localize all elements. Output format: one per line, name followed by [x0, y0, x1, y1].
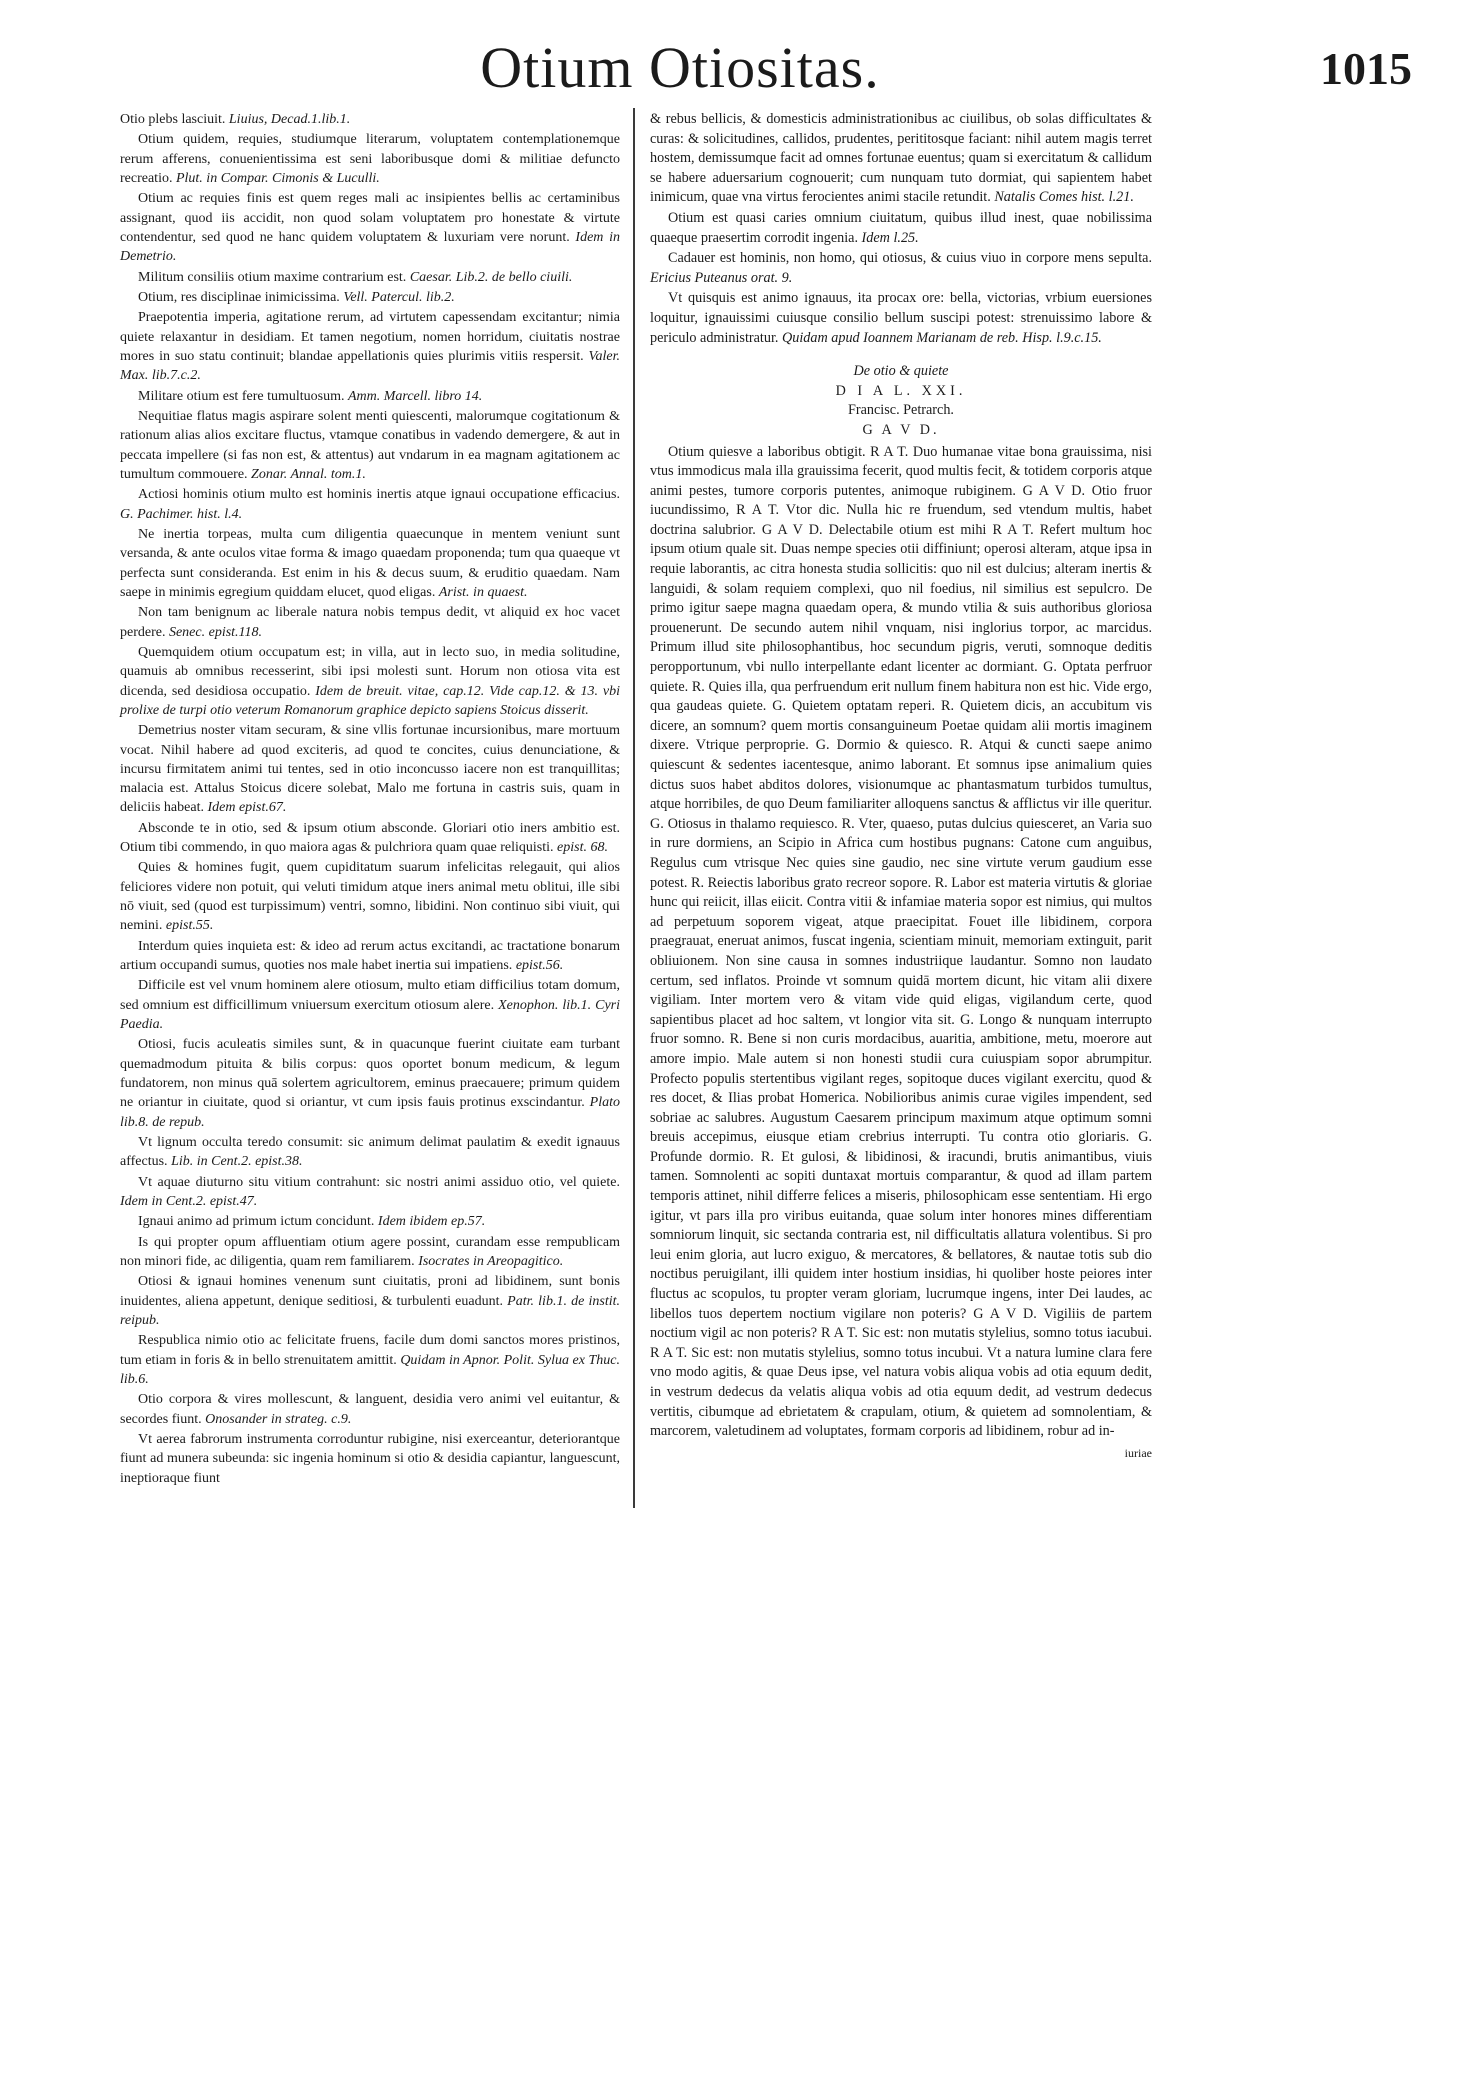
quotation-citation: Arist. in quaest.	[438, 584, 528, 600]
quotation-entry	[120, 1272, 620, 1330]
right-column-quotations	[650, 110, 1152, 348]
quotation-citation: Idem epist.67.	[207, 800, 287, 816]
quotation-citation: Patr. lib.1. de instit. reipub.	[120, 1293, 620, 1329]
dialogue-title: De otio & quiete	[853, 363, 949, 380]
quotation-entry	[120, 1430, 620, 1488]
dialogue-number: D I A L. XXI.	[835, 382, 967, 399]
quotation-text: Absconde te in otio, sed & ipsum otium absconde. Gloriari otio iners ambitio est. Otium tibi commendo, in quo maiora agas & pulchriora quam quae reliquisti.	[120, 820, 620, 856]
quotation-text: Otiosi, fucis aculeatis similes sunt, & in quacunque fuerint ciuitate eam turbant quemadmodum pituita & bilis corpus: quos oportet bonum medicum, & legum fundatorem, non minus quā solertem agricultorem, eminus praecauere; primum quidem ne oriantur in ciuitate, quod si oriantur, vt cum ipsis fauis protinus exscindantur.	[120, 1037, 620, 1111]
quotation-citation: epist. 68.	[557, 840, 608, 856]
quotation-entry	[120, 485, 620, 524]
quotation-text: Respublica nimio otio ac felicitate fruens, facile dum domi sanctos mores pristinos, tum etiam in foris & in bello strenuitatem amittit.	[120, 1333, 620, 1368]
quotation-entry	[120, 976, 620, 1034]
dialogue-text	[650, 443, 1152, 1442]
quotation-text: Non tam benignum ac liberale natura nobis tempus dedit, vt aliquid ex hoc vacet perdere.	[120, 605, 620, 640]
quotation-entry	[120, 937, 620, 976]
catchword: iuriae	[1124, 1445, 1152, 1460]
quotation-entry	[120, 643, 620, 720]
quotation-text: Vt quisquis est animo ignauus, ita procax ore: bella, victorias, vrbium euersiones loquitur, ignauissimi cuiusque consilio bellum suscipi potest: strenuissimo labore & periculo administratur.	[650, 290, 1152, 346]
quotation-text: Is qui propter opum affluentiam otium agere possint, curandam esse rempublicam non minori fide, ac diligentia, quam rem familiarem.	[120, 1234, 620, 1270]
running-head-title: Otium Otiositas.	[480, 35, 880, 100]
quotation-citation: Ericius Puteanus orat. 9.	[650, 269, 793, 286]
quotation-text: Otium ac requies finis est quem reges mali ac insipientes bellis ac certaminibus assignant, quod iis accidit, non quod solam voluptatem pro honestate & virtute contendentur, sed quod ne hanc quidem voluptatem & luxuriam vere norunt.	[120, 191, 620, 245]
quotation-text: Vt lignum occulta teredo consumit: sic animum delimat paulatim & exedit ignauus affectus.	[120, 1135, 620, 1170]
quotation-citation: Idem in Cent.2. epist.47.	[120, 1194, 258, 1210]
quotation-entry	[120, 407, 620, 484]
quotation-entry	[120, 721, 620, 818]
quotation-text: Interdum quies inquieta est: & ideo ad rerum actus excitandi, ac tractatione bonarum artium occupandi sumus, quoties nos male habet inertia sui impatiens.	[120, 938, 620, 974]
quotation-text: Otiosi & ignaui homines venenum sunt ciuitatis, proni ad libidinem, sunt bonis inuidentes, aliena appetunt, denique seditiosi, & turbulenti euadunt.	[120, 1274, 620, 1309]
quotation-text: Otium est quasi caries omnium ciuitatum, quibus illud inest, quae nobilissima quaeque praesertim corrodit ingenia.	[650, 209, 1152, 246]
quotation-entry	[120, 525, 620, 602]
column-divider	[633, 108, 635, 1508]
quotation-text: Quies & homines fugit, quem cupiditatum suarum infelicitas relegauit, qui alios feliciores videre non potuit, qui veluti timidum atque iners animal metu oblitui, ille sibi nō viuit, sed (quod est turpissimum) ventri, somno, libidini. Non continuo sibi viuit, qui nemini.	[120, 860, 620, 934]
quotation-entry	[120, 1035, 620, 1132]
quotation-citation: Quidam in Apnor. Polit. Sylua ex Thuc. lib.6.	[120, 1352, 620, 1387]
quotation-text: Militum consiliis otium maxime contrarium est.	[138, 269, 410, 285]
quotation-citation: Amm. Marcell. libro 14.	[347, 388, 483, 404]
quotation-entry	[120, 308, 620, 385]
quotation-entry	[120, 110, 620, 129]
quotation-entry	[120, 1331, 620, 1389]
quotation-entry	[120, 1233, 620, 1272]
quotation-citation: Senec. epist.118.	[168, 624, 263, 640]
quotation-entry	[120, 858, 620, 935]
quotation-text: Ignaui animo ad primum ictum concidunt.	[138, 1214, 378, 1230]
quotation-citation: Plut. in Compar. Cimonis & Luculli.	[175, 170, 380, 186]
quotation-text: Praepotentia imperia, agitatione rerum, ad virtutem capessendam excitantur; nimia quiete relaxantur in desidiam. Et tamen negotium, nomen horridum, ciuitatis nostrae mores in suo statu continuit; blandae appellationis quies plurimis vitiis respersit.	[120, 310, 620, 364]
quotation-entry	[120, 288, 620, 307]
quotation-citation: Idem ibidem ep.57.	[377, 1214, 486, 1230]
quotation-entry	[120, 819, 620, 858]
quotation-citation: Idem de breuit. vitae, cap.12. Vide cap.12. & 13. vbi prolixe de turpi otio veterum Romanorum graphice depicto sapiens Stoicus disserit.	[120, 683, 620, 718]
quotation-text: Otium quidem, requies, studiumque literarum, voluptatem contemplationemque rerum afferens, conuenientissima est seni laboribusque domi & militiae defuncto recreatio.	[120, 132, 620, 186]
dialogue-speaker: G A V D.	[862, 421, 940, 438]
quotation-text: Difficile est vel vnum hominem alere otiosum, multo etiam difficilius totam domum, sed omnium est difficillimum vniuersum exercitum otiosum alere.	[120, 978, 620, 1013]
quotation-citation: epist.56.	[515, 958, 564, 974]
quotation-text: Actiosi hominis otium multo est hominis inertis atque ignaui occupatione efficacius.	[138, 487, 620, 503]
dialogue-author: Francisc. Petrarch.	[848, 402, 954, 419]
quotation-entry	[120, 387, 620, 406]
quotation-entry	[120, 603, 620, 642]
quotation-entry	[120, 130, 620, 188]
quotation-citation: Onosander in strateg. c.9.	[205, 1411, 352, 1427]
quotation-text: Vt aerea fabrorum instrumenta corroduntur rubigine, nisi exerceantur, deteriorantque fiunt ad munera subeunda: sic ingenia hominum si otio & desidia capiantur, languescunt, ineptioraque fiunt	[120, 1431, 620, 1486]
quotation-entry	[650, 249, 1152, 288]
quotation-citation: Xenophon. lib.1. Cyri Paedia.	[120, 997, 621, 1033]
dialogue-paragraph: Otium quiesve a laboribus obtigit. R A T. Duo humanae vitae bona grauissima, nisi vtus immodicus mala illa grauissima fecerit, quod multis fecit, & totidem corporis atque animi pestes, tumore corporis putentes, animoque rubiginem. G A V D. Otio fruor iucundissimo, R A T. Vtor dic. Nulla hic re fruendum, sed vtendum multis, habet doctrina salubrior. G A V D. Delectabile otium est mihi R A T. Refert multum hoc ipsum otium quale sit. Duas nempe species otii diffiniunt; operosi alteram, atque ipsa in requie laborantis, ac citra honesta studia sollicitis: quo nil est dulcius; alteram inertis & languidi, & solam requiem complexi, quo nil foedius, nil similius est sepulcro. De primo igitur saepe magna quaedam opera, & mundo vtilia & suis authoribus gloriosa prouenerunt. De secundo autem nihil vnquam, nisi inglorius torpor, ac marcidus. Primum illud site philosophantibus, hoc secundum pigris, veruti, somnoque deditis peropportunum, vbi nullo interpellante edant licenter ac dormiant. G. Optata perfruor quiete. R. Quies illa, qua perfruendum erit nullum finem habitura non est hic. Vide ergo, qua gaudeas quiete. G. Quietem optatam reperi. R. Quietem dicis, an accubitum vis dicere, an somnum? quem mortis consanguineum Poetae quidam alii mortis imaginem dixere. Vtrique perproprie. G. Dormio & quiesco. R. Atqui & cuncti saepe animo quiescunt & sedentes iacentesque, animo laborant. Et somnus ipse animalium quies dictus suos habet abditos dolores, visionumque ac phantasmatum turbidos tumultus, atque horribiles, de quo Deum familiariter alloquens sanctus & afflictus vir ille queritur. G. Otiosus in thalamo requiesco. R. Vter, quaeso, putas dulcius quiesceret, an Varia suo in rure dormiens, an Scipio in Africa cum hostibus pugnans: Catone cum anguibus, Regulus cum vtrisque Nec quies sine gaudio, nec sine virtute verum gaudium esse potest. R. Reiectis laboribus grato recreor sopore. R. Labor est materia virtutis & gloriae hunc qui reiicit, illas eiicit. Contra vitii & infamiae materia sopor est nimius, qui multos ad perpetuum soporem vigeat, atque praecipitat. Fouet ille libidinem, corpora praegrauat, eneruat animos, fuscat ingenia, scientiam minuit, memoriam extinguit, parit obliuionem. Non sine causa in somnes industriique laudantur. Somno non laudato certum, sed inflatos. Proinde vt somnum quidā mortem dicunt, hic vitam alii dixere vigiliam. Inter mortem vero & vitam vide quid eligas, vigilandum certe, quod sapientibus placet ad hoc saltem, vt longior vita sit. G. Longo & nunquam interrupto fruor somno. R. Bene si non curis mordacibus, auaritia, ambitione, metu, moerore aut amore impio. Male autem si non honesti studii cura cuiuspiam sopor abrumpitur. Profecto populis stertentibus vigilant reges, sopitoque duces vigilant exercitu, quod & res docet, & Ilias probat Homerica. Nobilioribus animis curae vigiles impendent, sed sobriae ac salubres. Augustum Caesarem principum maximum atque optimum somni breuis accepimus, eiusque etiam crebrius interrupti. Tu contra otio gloriaris. G. Profunde dormio. R. Et gulosi, & libidinosi, & iracundi, brutis animantibus, viuis tamen. Somnolenti ac sopiti duntaxat mortuis comparantur, & quod ad illam partem temporis attinet, nihil differre felices a miseris, philosophicam esse sententiam. Hi ergo igitur, vt pars illa pro viribus euitanda, quae solum inter honores mines differentiam somniorum linquit, sic sectanda contraria est, nil difficultatis allatura volentibus. Si pro leui enim gloria, aut lucro exiguo, & mercatores, & bellatores, & nautae totis sub dio noctibus peruigilant, illi quidem inter hostium insidias, hi quoliber hoste peiores inter fluctus ac scopulos, tu propter veram gloriam, lucrumque ingens, inter Dei laudes, ac libellos tuos depertem noctium vigilare non poteris? G A V D. Vigiliis de partem noctium vigil ac non poteris? R A T. Sic est: non mutatis stylelius, somno totus iacubui. R A T. Sic est: non mutatis stylelius, somno totus incubui. Vt a natura lumine clara fere vno modo agitis, & quae Deus ipse, vel natura vobis aliqua vobis ad otia equum dedit, in vestrum dedecus da velatis aliqua vobis ad otia equum dedit, ad vestrum dedecus vertitis, cibumque ad ebrietatem & crapulam, otium, & quietem ad somnolentiam, & marcorem, valetudinem ad voluptates, formam corporis ad libidinem, robur ad in-	[650, 443, 1152, 1440]
quotation-citation: Quidam apud Ioannem Marianam de reb. Hisp. l.9.c.15.	[782, 329, 1102, 346]
quotation-citation: Lib. in Cent.2. epist.38.	[171, 1154, 303, 1170]
quotation-entry	[120, 1390, 620, 1429]
quotation-text: Ne inertia torpeas, multa cum diligentia quaecunque in mentem veniunt sunt versanda, & ante oculos vitae forma & imago quaedam proponenda; tum qua quaeque vt perfecta sunt consideranda. Est enim in his & decus suum, & eruditio quaedam. Nam saepe in minimis egregium quiddam elucet, quod eligas.	[120, 526, 620, 600]
quotation-citation: Idem in Demetrio.	[120, 229, 620, 265]
quotation-citation: Isocrates in Areopagitico.	[418, 1254, 564, 1270]
quotation-citation: Valer. Max. lib.7.c.2.	[120, 348, 620, 384]
quotation-entry	[120, 1173, 620, 1212]
quotation-citation: Natalis Comes hist. l.21.	[994, 189, 1134, 206]
quotation-citation: Vell. Patercul. lib.2.	[343, 289, 455, 305]
left-column	[120, 110, 620, 1489]
quotation-text: Quemquidem otium occupatum est; in villa, aut in lecto suo, in media solitudine, quamuis ab omnibus recesserint, sibi ipsi molesti sunt. Horum non otiosa vita est dicenda, sed desidiosa occupatio.	[120, 644, 620, 699]
quotation-text: Demetrius noster vitam securam, & sine vllis fortunae incursionibus, mare mortuum vocat. Nihil habere ad quod exciteris, ad quod te concites, cuius denunciatione, & incursu firmitatem animi tui tentes, sed in otio inconcusso iacere non est tranquillitas; malacia est. Attalus Stoicus dicere solebat, Malo me fortuna in castris suis, quam in deliciis habeat.	[120, 723, 620, 816]
quotation-citation: epist.55.	[165, 918, 214, 934]
quotation-text: Vt aquae diuturno situ vitium contrahunt: sic nostri animi assiduo otio, vel quiete.	[138, 1174, 620, 1190]
dialogue-heading	[650, 362, 1152, 440]
quotation-entry	[120, 268, 620, 287]
quotation-text: & rebus bellicis, & domesticis administrationibus ac ciuilibus, ob solas difficultates & curas: & solicitudines, callidos, prudentes, perititosque faciant: nihil autem magis terret hostem, demissumque facit ad omnes fortunae euentus; quam si exercitatum & callidum se habere aduersarium cognouerit; cum nunquam tuto dormiat, qui sapientem habet inimicum, quae vna virtus ferocientes animi stacile retundit.	[650, 111, 1152, 206]
quotation-citation: Liuius, Decad.1.lib.1.	[228, 112, 351, 127]
quotation-text: Cadauer est hominis, non homo, qui otiosus, & cuius viuo in corpore mens sepulta.	[668, 250, 1152, 267]
quotation-text: Otium, res disciplinae inimicissima.	[138, 289, 344, 305]
page-number: 1015	[1320, 43, 1412, 94]
quotation-entry	[120, 1212, 620, 1231]
quotation-entry	[650, 289, 1152, 348]
quotation-entry	[120, 189, 620, 266]
quotation-text: Nequitiae flatus magis aspirare solent menti quiescenti, malorumque cogitationum & rationum alias alios excitare fluctus, vtamque conatibus in vadendo demergere, & aut in peccata impellere (si fas non est, & attentus) aut vndarum in ea magnam agitationem ac tumultum commouere.	[120, 408, 620, 482]
quotation-entry	[650, 209, 1152, 248]
quotation-citation: Caesar. Lib.2. de bello ciuili.	[409, 269, 573, 285]
quotation-entry	[650, 110, 1152, 208]
quotation-text: Otio plebs lasciuit.	[120, 112, 229, 127]
quotation-text: Otio corpora & vires mollescunt, & languent, desidia vero animi vel euitantur, & secordes fiunt.	[120, 1392, 620, 1427]
right-column	[650, 110, 1152, 1463]
quotation-citation: Plato lib.8. de repub.	[120, 1095, 620, 1130]
quotation-entry	[120, 1133, 620, 1172]
quotation-text: Militare otium est fere tumultuosum.	[138, 388, 348, 404]
quotation-citation: Zonar. Annal. tom.1.	[251, 466, 366, 482]
quotation-citation: G. Pachimer. hist. l.4.	[120, 506, 243, 522]
quotation-citation: Idem l.25.	[861, 229, 919, 246]
